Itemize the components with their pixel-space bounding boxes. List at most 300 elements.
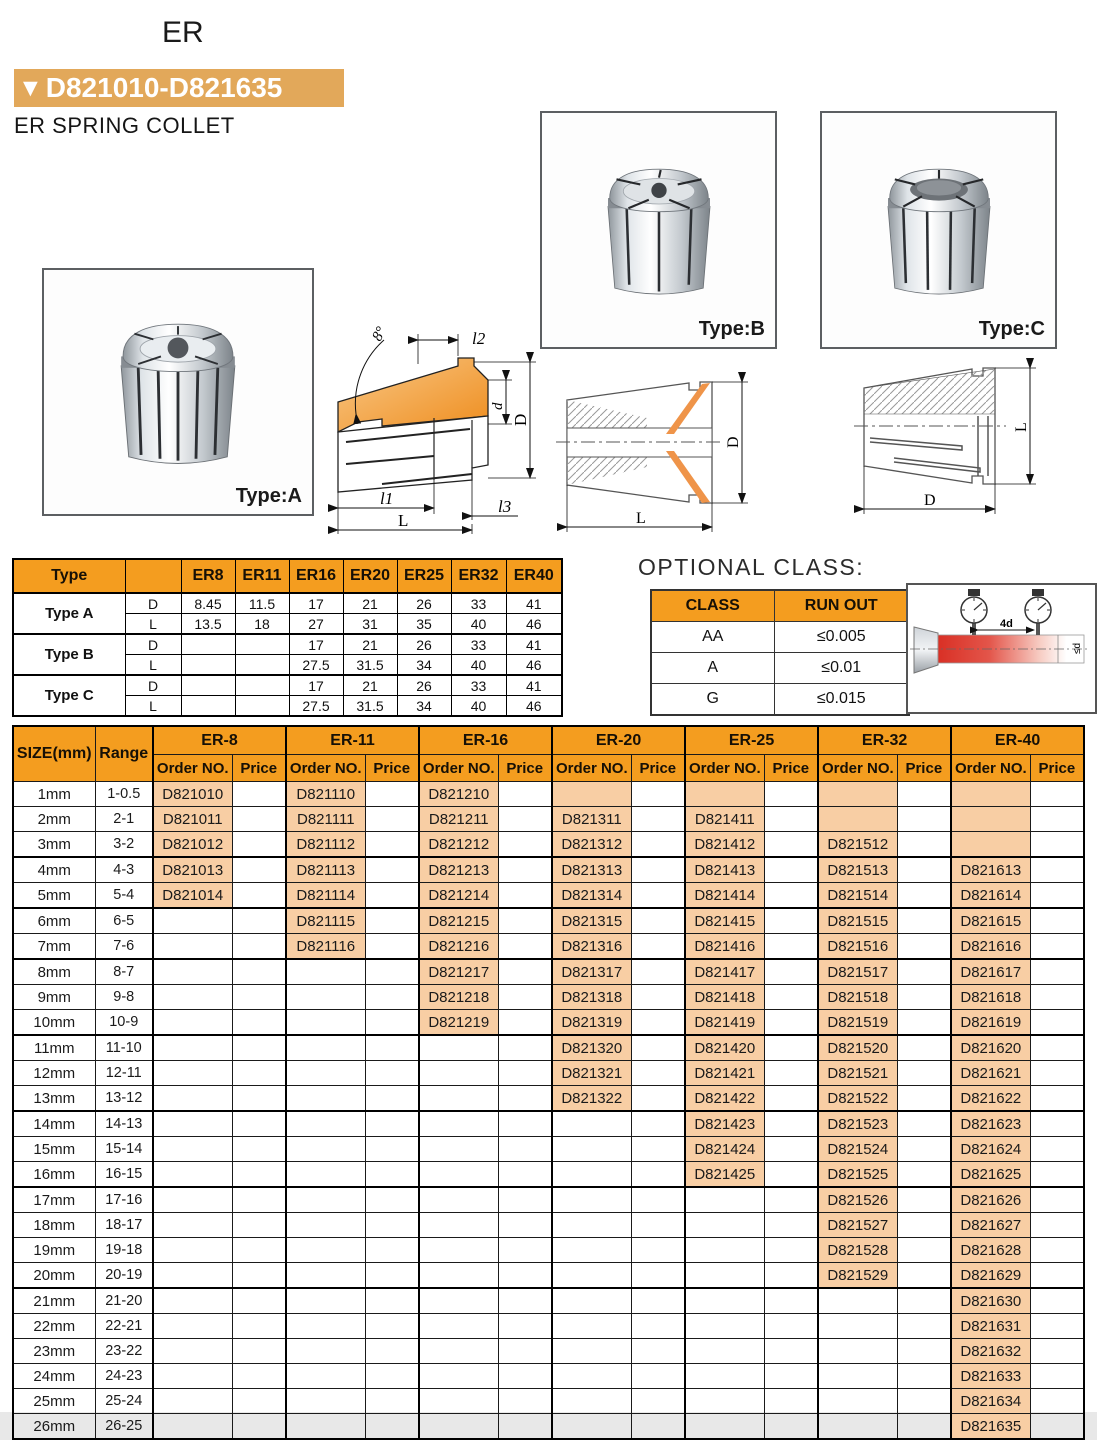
order-no-cell <box>153 1414 232 1440</box>
dial-gauge-icon <box>961 589 987 635</box>
order-no-cell <box>286 1111 365 1137</box>
order-no-cell: D821625 <box>951 1162 1030 1188</box>
price-cell <box>1030 832 1084 858</box>
price-cell <box>1030 1213 1084 1238</box>
price-cell <box>1030 1137 1084 1162</box>
order-no-cell: D821414 <box>685 883 764 909</box>
price-cell <box>365 908 419 934</box>
order-no-cell <box>419 1288 498 1314</box>
price-cell <box>232 1288 286 1314</box>
order-no-cell: D821114 <box>286 883 365 909</box>
order-no-cell <box>153 959 232 985</box>
range-cell: 16-15 <box>95 1162 153 1188</box>
price-cell <box>232 857 286 883</box>
size-cell: 10mm <box>13 1010 95 1036</box>
order-no-cell: D821216 <box>419 934 498 960</box>
order-no-cell <box>951 807 1030 832</box>
order-no-cell <box>153 1010 232 1036</box>
l3-label: l3 <box>498 497 512 516</box>
order-no-cell <box>685 1213 764 1238</box>
order-no-cell: D821512 <box>818 832 897 858</box>
order-no-cell <box>286 1187 365 1213</box>
price-cell <box>764 1035 818 1061</box>
price-cell <box>365 1263 419 1289</box>
price-cell <box>365 782 419 807</box>
price-cell <box>365 959 419 985</box>
order-no-cell: D821412 <box>685 832 764 858</box>
price-cell <box>631 934 685 960</box>
order-no-cell <box>685 782 764 807</box>
order-no-cell: D821422 <box>685 1086 764 1112</box>
order-no-cell: D821115 <box>286 908 365 934</box>
order-no-cell: D821111 <box>286 807 365 832</box>
class-name-cell: A <box>651 653 774 684</box>
er-group-header-cell: ER-25 <box>685 726 818 755</box>
order-no-cell <box>552 1364 631 1389</box>
price-cell <box>498 1364 552 1389</box>
dim-header-cell: ER20 <box>343 559 397 593</box>
order-no-cell <box>419 1035 498 1061</box>
price-cell <box>232 1111 286 1137</box>
price-cell <box>764 1137 818 1162</box>
price-cell <box>764 908 818 934</box>
order-no-cell <box>685 1263 764 1289</box>
order-no-cell: D821523 <box>818 1111 897 1137</box>
order-no-cell: D821524 <box>818 1137 897 1162</box>
price-cell <box>232 959 286 985</box>
price-cell <box>232 1162 286 1188</box>
er-group-header-cell: ER-8 <box>153 726 286 755</box>
order-no-cell <box>153 1162 232 1188</box>
dim-header-cell: ER11 <box>235 559 289 593</box>
price-cell <box>897 1010 951 1036</box>
price-cell <box>1030 985 1084 1010</box>
order-no-cell <box>153 1339 232 1364</box>
l2-label: l2 <box>472 329 486 348</box>
runout-value-cell: ≤0.005 <box>774 622 909 653</box>
price-cell <box>498 934 552 960</box>
price-cell <box>498 832 552 858</box>
L-label: L <box>1013 422 1030 432</box>
class-name-cell: AA <box>651 622 774 653</box>
order-no-cell <box>419 1389 498 1414</box>
order-no-header-cell: Order NO. <box>153 755 232 782</box>
dim-header-cell: ER16 <box>289 559 343 593</box>
dim-value-cell <box>181 696 235 717</box>
order-no-cell: D821613 <box>951 857 1030 883</box>
order-no-cell <box>153 1137 232 1162</box>
order-no-cell: D821321 <box>552 1061 631 1086</box>
order-no-cell <box>685 1364 764 1389</box>
price-cell <box>897 1389 951 1414</box>
order-no-cell: D821417 <box>685 959 764 985</box>
price-cell <box>897 1364 951 1389</box>
price-header-cell: Price <box>232 755 286 782</box>
price-cell <box>498 1162 552 1188</box>
runout-diagram <box>908 585 1091 708</box>
dim-value-cell: 18 <box>235 614 289 635</box>
price-cell <box>764 1213 818 1238</box>
price-cell <box>365 1389 419 1414</box>
order-no-cell <box>153 1035 232 1061</box>
price-cell <box>1030 1414 1084 1440</box>
er-group-header-cell: ER-40 <box>951 726 1084 755</box>
dim-value-cell: 41 <box>506 675 562 696</box>
price-cell <box>498 1389 552 1414</box>
price-cell <box>631 857 685 883</box>
price-cell <box>897 934 951 960</box>
collet-photo-icon <box>854 136 1024 306</box>
order-no-cell: D821513 <box>818 857 897 883</box>
size-cell: 13mm <box>13 1086 95 1112</box>
order-no-cell <box>286 1035 365 1061</box>
order-no-cell: D821424 <box>685 1137 764 1162</box>
order-no-cell <box>951 782 1030 807</box>
order-no-cell: D821520 <box>818 1035 897 1061</box>
price-cell <box>897 1187 951 1213</box>
order-no-cell <box>419 1162 498 1188</box>
angle-label: 8° <box>369 324 390 344</box>
dim-value-cell: 41 <box>506 634 562 655</box>
dim-value-cell: 21 <box>343 634 397 655</box>
order-no-cell <box>818 782 897 807</box>
order-no-cell <box>685 1339 764 1364</box>
price-cell <box>1030 883 1084 909</box>
order-row <box>13 1187 1084 1213</box>
order-no-cell <box>286 1389 365 1414</box>
size-cell: 12mm <box>13 1061 95 1086</box>
price-cell <box>631 1238 685 1263</box>
price-cell <box>365 1238 419 1263</box>
D-label: D <box>725 436 742 448</box>
range-cell: 5-4 <box>95 883 153 909</box>
photo-type-c <box>820 111 1057 349</box>
order-row <box>13 883 1084 909</box>
order-no-cell: D821624 <box>951 1137 1030 1162</box>
order-no-cell <box>153 1187 232 1213</box>
price-cell <box>232 1035 286 1061</box>
order-no-cell <box>552 1389 631 1414</box>
order-no-cell: D821618 <box>951 985 1030 1010</box>
price-cell <box>1030 1187 1084 1213</box>
dim-value-cell: 11.5 <box>235 593 289 614</box>
price-cell <box>498 1010 552 1036</box>
order-no-cell <box>419 1213 498 1238</box>
size-cell: 24mm <box>13 1364 95 1389</box>
order-no-cell <box>419 1339 498 1364</box>
price-cell <box>764 883 818 909</box>
order-row <box>13 1339 1084 1364</box>
order-no-cell <box>286 1414 365 1440</box>
price-cell <box>631 985 685 1010</box>
size-cell: 25mm <box>13 1389 95 1414</box>
price-cell <box>631 1414 685 1440</box>
dim-value-cell: 33 <box>451 634 506 655</box>
price-cell <box>897 908 951 934</box>
dim-value-cell: 17 <box>289 634 343 655</box>
order-no-cell <box>419 1086 498 1112</box>
price-cell <box>365 1339 419 1364</box>
order-no-cell: D821312 <box>552 832 631 858</box>
dim-value-cell: 26 <box>397 675 451 696</box>
range-cell: 13-12 <box>95 1086 153 1112</box>
order-no-cell <box>552 1213 631 1238</box>
type-b-outline-drawing <box>552 360 780 540</box>
dim-header-row <box>13 559 562 593</box>
order-no-cell <box>818 1389 897 1414</box>
class-row <box>651 684 909 716</box>
price-cell <box>764 1263 818 1289</box>
price-cell <box>631 908 685 934</box>
price-cell <box>764 807 818 832</box>
dim-letter-cell: D <box>125 593 181 614</box>
order-no-cell: D821631 <box>951 1314 1030 1339</box>
price-cell <box>1030 1162 1084 1188</box>
price-cell <box>365 857 419 883</box>
price-cell <box>232 1010 286 1036</box>
dim-value-cell: 27 <box>289 614 343 635</box>
triangle-down-icon: ▼ <box>18 73 43 102</box>
price-cell <box>1030 1035 1084 1061</box>
er-group-header-cell: ER-16 <box>419 726 552 755</box>
price-cell <box>498 1035 552 1061</box>
price-cell <box>232 1238 286 1263</box>
order-row <box>13 1238 1084 1263</box>
order-no-cell <box>419 1187 498 1213</box>
price-cell <box>764 1086 818 1112</box>
price-cell <box>631 832 685 858</box>
dim-letter-cell: D <box>125 634 181 655</box>
price-cell <box>1030 1086 1084 1112</box>
size-header-cell: SIZE(mm) <box>13 726 95 782</box>
price-cell <box>764 782 818 807</box>
price-cell <box>897 1111 951 1137</box>
order-no-cell: D821519 <box>818 1010 897 1036</box>
price-cell <box>764 1162 818 1188</box>
type-label-cell: Type C <box>13 675 125 716</box>
price-header-cell: Price <box>1030 755 1084 782</box>
order-no-cell: D821522 <box>818 1086 897 1112</box>
price-cell <box>1030 908 1084 934</box>
order-no-cell: D821529 <box>818 1263 897 1289</box>
price-cell <box>365 934 419 960</box>
price-cell <box>897 1263 951 1289</box>
order-no-cell: D821116 <box>286 934 365 960</box>
order-no-cell: D821014 <box>153 883 232 909</box>
runout-value-cell: ≤0.015 <box>774 684 909 716</box>
price-cell <box>498 1314 552 1339</box>
dim-value-cell: 21 <box>343 593 397 614</box>
order-no-cell: D821632 <box>951 1339 1030 1364</box>
order-no-cell: D821628 <box>951 1238 1030 1263</box>
range-cell: 2-1 <box>95 807 153 832</box>
order-no-cell <box>685 1414 764 1440</box>
order-row <box>13 807 1084 832</box>
size-cell: 20mm <box>13 1263 95 1289</box>
dim-value-cell: 33 <box>451 675 506 696</box>
range-cell: 4-3 <box>95 857 153 883</box>
dim-header-cell: Type <box>13 559 125 593</box>
range-banner-text: D821010-D821635 <box>45 72 283 103</box>
order-no-cell <box>818 1364 897 1389</box>
price-cell <box>365 1035 419 1061</box>
order-row <box>13 1035 1084 1061</box>
price-cell <box>232 1339 286 1364</box>
dim-value-cell: 31.5 <box>343 655 397 676</box>
dim-row <box>13 634 562 655</box>
order-no-cell: D821633 <box>951 1364 1030 1389</box>
price-cell <box>365 1111 419 1137</box>
order-no-cell: D821425 <box>685 1162 764 1188</box>
order-no-cell: D821614 <box>951 883 1030 909</box>
order-no-cell <box>552 782 631 807</box>
order-row <box>13 1137 1084 1162</box>
order-no-cell: D821214 <box>419 883 498 909</box>
dim-row <box>13 675 562 696</box>
price-cell <box>232 832 286 858</box>
price-header-cell: Price <box>897 755 951 782</box>
price-cell <box>897 959 951 985</box>
price-cell <box>365 1086 419 1112</box>
dim-value-cell: 13.5 <box>181 614 235 635</box>
price-cell <box>631 1314 685 1339</box>
dim-value-cell: 27.5 <box>289 655 343 676</box>
order-no-cell: D821320 <box>552 1035 631 1061</box>
price-cell <box>897 883 951 909</box>
class-table-body <box>651 622 909 716</box>
price-cell <box>1030 959 1084 985</box>
price-cell <box>498 959 552 985</box>
order-no-cell <box>153 1288 232 1314</box>
dim-value-cell: 40 <box>451 614 506 635</box>
price-cell <box>897 1162 951 1188</box>
price-cell <box>631 1111 685 1137</box>
price-cell <box>365 985 419 1010</box>
range-cell: 14-13 <box>95 1111 153 1137</box>
order-no-cell: D821525 <box>818 1162 897 1188</box>
price-cell <box>631 1162 685 1188</box>
order-no-cell: D821518 <box>818 985 897 1010</box>
range-cell: 19-18 <box>95 1238 153 1263</box>
order-no-cell <box>153 934 232 960</box>
range-cell: 26-25 <box>95 1414 153 1440</box>
er-group-header-cell: ER-32 <box>818 726 951 755</box>
order-no-cell <box>153 1111 232 1137</box>
collet-photo-icon <box>574 136 744 306</box>
price-cell <box>897 782 951 807</box>
order-no-cell <box>153 1213 232 1238</box>
size-cell: 7mm <box>13 934 95 960</box>
price-cell <box>1030 1314 1084 1339</box>
page-title: ER SPRING COLLET <box>14 113 235 138</box>
order-no-cell: D821313 <box>552 857 631 883</box>
order-no-cell: D821413 <box>685 857 764 883</box>
order-no-cell: D821634 <box>951 1389 1030 1414</box>
price-cell <box>1030 782 1084 807</box>
dimension-table-head <box>13 559 562 593</box>
order-no-cell <box>286 1213 365 1238</box>
price-cell <box>897 807 951 832</box>
dim-value-cell: 31 <box>343 614 397 635</box>
order-no-cell: D821622 <box>951 1086 1030 1112</box>
price-cell <box>631 1187 685 1213</box>
order-no-cell: D821521 <box>818 1061 897 1086</box>
collet-section-drawing <box>322 318 572 546</box>
price-cell <box>232 908 286 934</box>
photo-label: Type:B <box>698 318 765 340</box>
price-cell <box>498 857 552 883</box>
range-cell: 6-5 <box>95 908 153 934</box>
order-no-cell: D821420 <box>685 1035 764 1061</box>
price-cell <box>232 1389 286 1414</box>
price-cell <box>1030 1263 1084 1289</box>
order-header-group-row <box>13 726 1084 755</box>
order-no-cell: D821319 <box>552 1010 631 1036</box>
order-no-cell: D821011 <box>153 807 232 832</box>
price-cell <box>764 1314 818 1339</box>
dim-value-cell: 35 <box>397 614 451 635</box>
price-cell <box>498 1414 552 1440</box>
size-cell: 4mm <box>13 857 95 883</box>
class-table-head <box>651 590 909 622</box>
price-cell <box>232 1414 286 1440</box>
order-no-cell: D821621 <box>951 1061 1030 1086</box>
range-cell: 25-24 <box>95 1389 153 1414</box>
range-cell: 9-8 <box>95 985 153 1010</box>
range-cell: 7-6 <box>95 934 153 960</box>
order-no-cell <box>552 1314 631 1339</box>
order-no-cell: D821411 <box>685 807 764 832</box>
price-cell <box>897 832 951 858</box>
size-cell: 14mm <box>13 1111 95 1137</box>
size-cell: 1mm <box>13 782 95 807</box>
price-cell <box>631 1137 685 1162</box>
size-cell: 3mm <box>13 832 95 858</box>
type-label-cell: Type A <box>13 593 125 634</box>
order-no-cell: D821629 <box>951 1263 1030 1289</box>
price-cell <box>498 1061 552 1086</box>
price-cell <box>498 985 552 1010</box>
size-cell: 15mm <box>13 1137 95 1162</box>
collet-photo-icon <box>83 292 273 472</box>
size-cell: 16mm <box>13 1162 95 1188</box>
price-cell <box>232 883 286 909</box>
price-cell <box>631 1035 685 1061</box>
L-label: L <box>398 511 409 530</box>
order-no-cell: D821527 <box>818 1213 897 1238</box>
er-group-header-cell: ER-11 <box>286 726 419 755</box>
order-no-header-cell: Order NO. <box>951 755 1030 782</box>
order-row <box>13 1086 1084 1112</box>
price-header-cell: Price <box>764 755 818 782</box>
class-header-cell: CLASS <box>651 590 774 622</box>
order-no-cell <box>685 1187 764 1213</box>
price-cell <box>365 832 419 858</box>
order-no-cell <box>153 1314 232 1339</box>
order-no-cell <box>419 1137 498 1162</box>
dim-value-cell <box>235 634 289 655</box>
order-no-cell: D821316 <box>552 934 631 960</box>
order-no-cell <box>286 1086 365 1112</box>
order-no-cell: D821217 <box>419 959 498 985</box>
order-no-cell <box>552 1263 631 1289</box>
order-no-cell <box>286 1288 365 1314</box>
order-no-cell: D821314 <box>552 883 631 909</box>
dim-value-cell <box>181 634 235 655</box>
order-no-cell <box>552 1414 631 1440</box>
order-no-cell: D821620 <box>951 1035 1030 1061</box>
dim-value-cell: 46 <box>506 696 562 717</box>
